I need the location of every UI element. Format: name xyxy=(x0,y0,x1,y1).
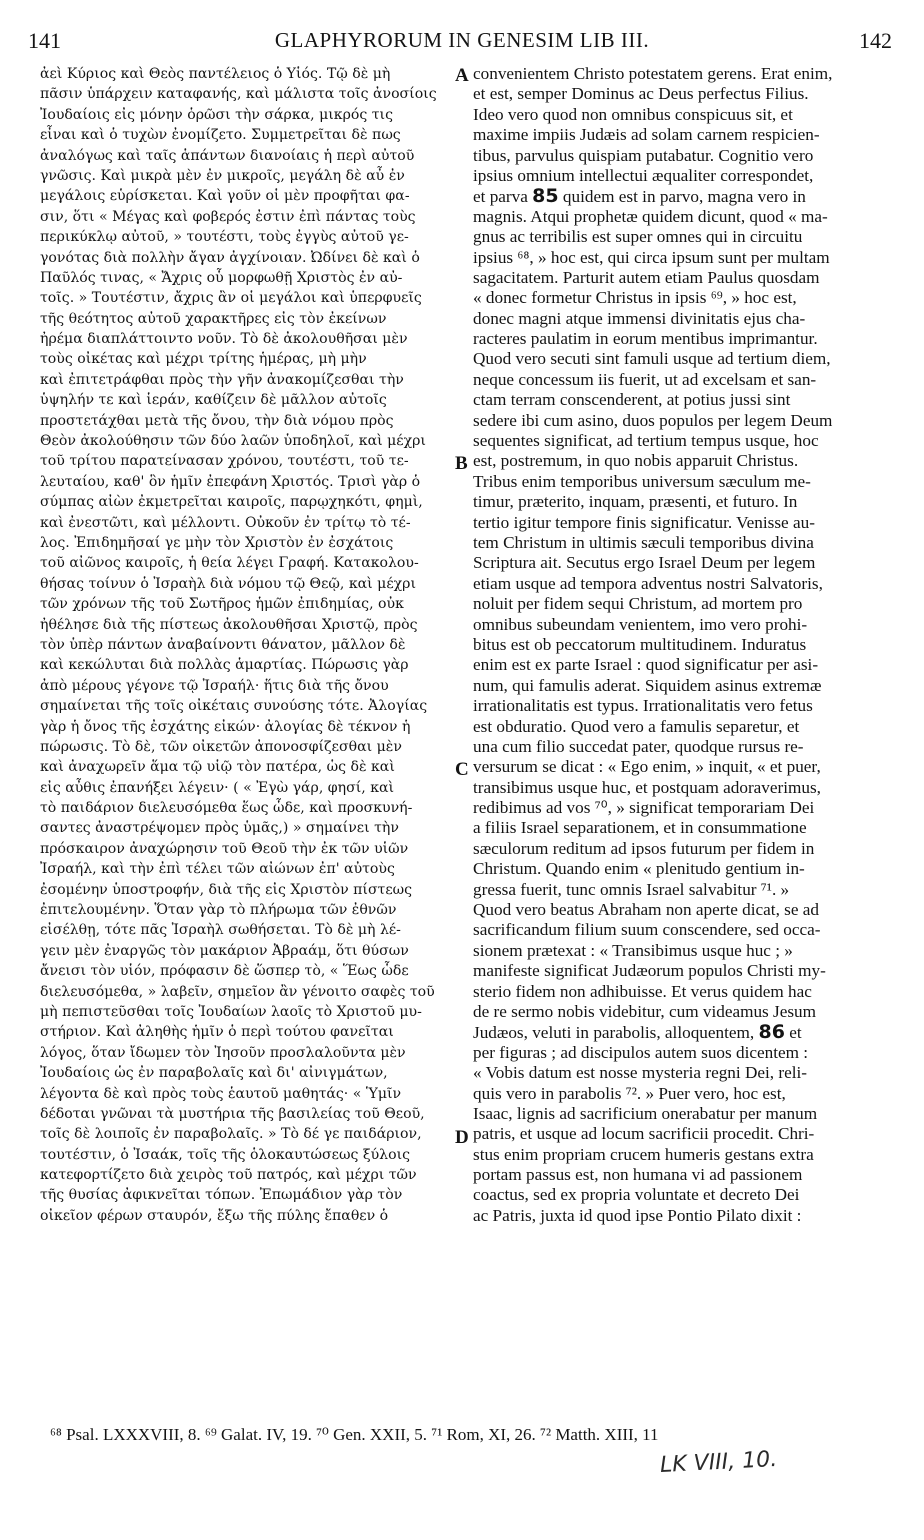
greek-line: εἰς αὖθις ἐπανήξει λέγειν· ( « Ἐγὼ γάρ, φησί, καὶ xyxy=(40,779,395,796)
latin-line: patris, et usque ad locum sacrificii procedit. Chri- xyxy=(473,1124,815,1144)
greek-line: πᾶσιν ὑπάρχειν καταφανής, καὶ μάλιστα τοῖς ἀνοσίοις xyxy=(40,86,437,103)
greek-line: τοῦ αἰῶνος καιροῖς, ἡ θεία λέγει Γραφή. Κατακολου- xyxy=(40,555,419,572)
margin-letter-a: A xyxy=(455,65,469,86)
greek-line: καὶ ἐνεστῶτι, καὶ μέλλοντι. Οὐκοῦν ἐν τρίτῳ τὸ τέ- xyxy=(40,514,411,531)
greek-line: τοὺς οἰκέτας καὶ μέχρι τρίτης ἡμέρας, μὴ μὴν xyxy=(40,351,367,368)
latin-line: noluit per fidem sequi Christum, ad mortem pro xyxy=(473,594,803,614)
running-title: GLAPHYRORUM IN GENESIM LIB III. xyxy=(274,28,650,52)
greek-line: λέγοντα δὲ καὶ πρὸς τοὺς ἑαυτοῦ μαθητάς· « Ὑμῖν xyxy=(40,1085,402,1102)
latin-line: quis vero in parabolis ⁷². » Puer vero, hoc est, xyxy=(473,1083,786,1103)
greek-line: εἰσέλθῃ, τότε πᾶς Ἰσραὴλ σωθήσεται. Τὸ δὲ μὴ λέ- xyxy=(40,922,401,939)
latin-line: de re sermo nobis videbitur, cum videamus Jesum xyxy=(473,1001,816,1021)
greek-line: ἄνεισι τὸν υἱόν, πρόφασιν δὲ ὥσπερ τὸ, « Ἕως ὧδε xyxy=(40,963,409,980)
latin-line: Quod vero beatus Abraham non aperte dicat, se ad xyxy=(473,900,820,920)
latin-line: coactus, sed ex propria voluntate et decreto Dei xyxy=(473,1185,800,1205)
latin-line: etiam usque ad tempora adventus nostri Salvatoris, xyxy=(473,573,823,593)
greek-line: Ἰουδαίοις εἰς μόνην ὁρῶσι τὴν σάρκα, μικρός τις xyxy=(40,106,393,123)
latin-line: irrationalitatis est typus. Irrationalitatis vero fetus xyxy=(473,696,813,716)
latin-line: num, qui famulis aderat. Siquidem asinus extremæ xyxy=(473,675,822,695)
greek-line: μὴ πεπιστεῦσθαι τοῖς Ἰουδαίων λαοῖς τὸ Χριστοῦ μυ- xyxy=(40,1003,422,1020)
greek-line: εἶναι καὶ ὁ τυχὼν ἐνομίζετο. Συμμετρεῖται δὲ πως xyxy=(40,127,401,144)
greek-line: λόγος, ὅταν ἴδωμεν τὸν Ἰησοῦν προσλαλοῦντα μὲν xyxy=(40,1044,406,1061)
greek-line: στήριον. Καὶ ἀληθὴς ἡμῖν ὁ περὶ τούτου φανεῖται xyxy=(40,1024,394,1041)
greek-line: περικύκλῳ αὐτοῦ, » τουτέστι, τοὺς ἐγγὺς αὐτοῦ γε- xyxy=(40,229,409,246)
latin-line: « donec formetur Christus in ipsis ⁶⁹, » hoc est, xyxy=(473,288,797,308)
latin-line: Ideo vero quod non omnibus conspicuus sit, et xyxy=(473,104,793,124)
greek-line: καὶ ἀναχωρεῖν ἅμα τῷ υἱῷ τὸν πατέρα, ὡς δὲ καὶ xyxy=(40,759,395,776)
column-number: 86 xyxy=(758,1021,785,1044)
greek-line: τοῖς. » Τουτέστιν, ἄχρις ἂν οἱ μεγάλοι καὶ ὑπερφυεῖς xyxy=(40,290,422,307)
latin-line: sterio fidem non adhibuisse. Et verus quidem hac xyxy=(473,981,812,1001)
latin-line: ipsius ⁶⁸, » hoc est, qui circa ipsum sunt per multam xyxy=(473,247,830,267)
greek-text-column xyxy=(40,64,458,1226)
greek-line: διελευσόμεθα, » λαβεῖν, σημεῖον ἂν γένοιτο σαφὲς τοῦ xyxy=(40,983,435,1000)
greek-line: γονότας διὰ πολλὴν ἄγαν ἀγχίνοιαν. Ὠδίνει δὲ καὶ ὁ xyxy=(40,249,420,266)
greek-line: γὰρ ἡ ὄνος τῆς ἐσχάτης εἰκών· ἀλογίας δὲ τέκνον ἡ xyxy=(40,718,411,735)
page-number-right: 142 xyxy=(859,28,892,53)
greek-line: ἠθέλησε διὰ τῆς πίστεως ἀκολουθῆσαι Χριστῷ, πρὸς xyxy=(40,616,418,633)
latin-line: per figuras ; ad discipulos autem suos dicentem : xyxy=(473,1042,809,1062)
greek-line: ἐσομένην ὑποστροφήν, διὰ τῆς εἰς Χριστὸν πίστεως xyxy=(40,881,413,898)
greek-line: Ἰσραήλ, καὶ τὴν ἐπὶ τέλει τῶν αἰώνων ἐπ' αὐτοὺς xyxy=(40,861,395,878)
latin-line: sequentes significat, ad tertium tempus usque, hoc xyxy=(473,431,819,451)
greek-line: λος. Ἐπιδημῆσαί γε μὴν τὸν Χριστὸν ἐν ἐσχάτοις xyxy=(40,534,394,551)
page-number-left: 141 xyxy=(28,28,61,53)
latin-line: sæculorum reditum ad ipsos futurum per fidem in xyxy=(473,838,815,858)
greek-line: ἠρέμα διαπλάττοιντο νοῦν. Τὸ δὲ ἀκολουθῆσαι μὲν xyxy=(40,331,408,348)
footnotes: ⁶⁸ Psal. LXXXVIII, 8. ⁶⁹ Galat. IV, 19. ⁷⁰ Gen. XXII, 5. ⁷¹ Rom, XI, 26. ⁷² Matth. XIII, 11 xyxy=(50,1425,659,1444)
latin-line: Christum. Quando enim « plenitudo gentium in- xyxy=(473,859,805,879)
latin-line: a filiis Israel separationem, et in consummatione xyxy=(473,818,807,838)
margin-letter-d: D xyxy=(455,1127,469,1148)
latin-line: tertio igitur tempore finis significatur. Venisse au- xyxy=(473,512,815,532)
greek-line: λευταίου, καθ' ὃν ἡμῖν ἐπεφάνη Χριστός. Τρισὶ γὰρ ὁ xyxy=(40,473,421,490)
latin-line: transibimus usque huc, et postquam adoraverimus, xyxy=(473,777,821,797)
latin-line: racteres paulatim in eorum mentibus imprimantur. xyxy=(473,329,818,349)
latin-line: sagacitatem. Parturit autem etiam Paulus quosdam xyxy=(473,267,820,287)
latin-line: neque concessum iis fuerit, ut ad excelsam et san- xyxy=(473,369,817,389)
latin-line: versurum se dicat : « Ego enim, » inquit, « et puer, xyxy=(473,757,821,777)
greek-line: τοῦ τρίτου παρατείνασαν χρόνου, τουτέστι, τοῦ τε- xyxy=(40,453,409,470)
latin-line: gnus ac terribilis est super omnes qui in circuitu xyxy=(473,227,803,247)
greek-line: τὸν ὑπὲρ πάντων ἀναβαίνοντι θάνατον, μᾶλλον δὲ xyxy=(40,636,406,653)
latin-line: tem Christum in ultimis sæculi temporibus divina xyxy=(473,532,814,552)
greek-line: καὶ κεκώλυται διὰ πολλὰς ἁμαρτίας. Πώρωσις γὰρ xyxy=(40,657,409,674)
latin-line: ipsius omnium intellectui æqualiter correspondet, xyxy=(473,165,814,185)
greek-line: ὑψηλήν τε καὶ ἱεράν, καθίζειν δὲ μᾶλλον αὐτοῖς xyxy=(40,392,387,409)
latin-line: sacrificandum filium suum conscendere, sed occa- xyxy=(473,920,821,940)
greek-line: τουτέστιν, ὁ Ἰσαάκ, τοῖς τῆς ὁλοκαυτώσεως ξύλοις xyxy=(40,1146,410,1163)
greek-line: σαντες ἀναστρέψομεν πρὸς ὑμᾶς,) » σημαίνει τὴν xyxy=(40,820,399,837)
greek-line: προστετάχθαι μετὰ τῆς ὄνου, τὴν διὰ νόμου πρὸς xyxy=(40,412,394,429)
latin-line: et parva 85 quidem est in parvo, magna vero in xyxy=(473,185,806,208)
latin-line: maxime impiis Judæis ad solam carnem respicien- xyxy=(473,125,820,145)
greek-line: σημαίνεται τῆς τοῖς οἰκέταις συνούσης τότε. Ἀλογίας xyxy=(40,698,428,715)
latin-line: et est, semper Dominus ac Deus perfectus Filius. xyxy=(473,84,809,104)
latin-line: stus enim propriam crucem humeris gestans extra xyxy=(473,1144,814,1164)
greek-line: γνῶσις. Καὶ μικρὰ μὲν ἐν μικροῖς, μεγάλη δὲ αὖ ἐν xyxy=(40,167,405,184)
latin-line: Scriptura ait. Secutus ergo Israel Deum per legem xyxy=(473,553,816,573)
greek-line: τῆς θεότητος αὐτοῦ χαρακτῆρες εἰς τὸν ἐκείνων xyxy=(40,310,387,327)
greek-line: Παῦλός τινας, « Ἄχρις οὗ μορφωθῇ Χριστὸς ἐν αὐ- xyxy=(40,269,403,286)
greek-line: πρόσκαιρον ἀναχώρησιν τοῦ Θεοῦ τὴν ἐκ τῶν υἱῶν xyxy=(40,840,409,857)
latin-line: Tribus enim temporibus universum sæculum me- xyxy=(473,471,811,491)
greek-line: ἀεὶ Κύριος καὶ Θεὸς παντέλειος ὁ Υἱός. Τῷ δὲ μὴ xyxy=(40,66,391,82)
greek-line: τοῖς δὲ λοιποῖς ἐν παραβολαῖς. » Τὸ δέ γε παιδάριον, xyxy=(40,1126,422,1143)
latin-line: « Vobis datum est nosse mysteria regni Dei, reli- xyxy=(473,1063,807,1083)
greek-line: γειν μὲν ἐναργῶς τὸν μακάριον Ἀβραάμ, ὅτι θύσων xyxy=(40,942,409,959)
margin-letter-c: C xyxy=(455,759,469,780)
latin-line: manifeste significat Judæorum populos Christi my- xyxy=(473,961,826,981)
latin-line: ctam terram conscenderent, at potius jussi sint xyxy=(473,390,791,410)
greek-line: σύμπας αἰὼν ἐκμετρεῖται καιροῖς, παρῳχηκότι, φημὶ, xyxy=(40,494,423,511)
greek-line: Θεὸν ἀκολούθησιν τῶν δύο λαῶν ὑποδηλοῖ, καὶ μέχρι xyxy=(40,433,426,450)
latin-line: redibimus ad vos ⁷⁰, » significat temporariam Dei xyxy=(473,798,815,818)
latin-line: Judæos, veluti in parabolis, alloquentem, 86 et xyxy=(473,1021,802,1044)
latin-line: portam passus est, non humana vi ad passionem xyxy=(473,1165,803,1185)
latin-line: magnis. Atqui prophetæ quidem dicunt, quod « ma- xyxy=(473,206,828,226)
latin-line: bitus est ob peccatorum multitudinem. Induratus xyxy=(473,634,807,654)
latin-line: donec magni atque immensi divinitatis ejus cha- xyxy=(473,308,806,328)
greek-line: καὶ ἐπιτετράφθαι πρὸς τὴν γῆν ἀνακομίζεσθαι τὴν xyxy=(40,371,404,388)
latin-line: timur, præterito, inquam, præsenti, et futuro. In xyxy=(473,492,798,512)
latin-line: sionem prætexat : « Transibimus usque huc ; » xyxy=(473,940,793,960)
greek-line: θήσας τοίνυν ὁ Ἰσραὴλ διὰ νόμου τῷ Θεῷ, καὶ μέχρι xyxy=(40,575,416,592)
greek-line: Ἰουδαίοις ὡς ἐν παραβολαῖς καὶ δι' αἰνιγμάτων, xyxy=(40,1065,388,1082)
greek-line: οἰκεῖον φέρων σταυρόν, ἔξω τῆς πύλης ἔπαθεν ὁ xyxy=(40,1207,389,1224)
latin-line: est, postremum, in quo nobis apparuit Christus. xyxy=(473,451,799,471)
latin-text-column xyxy=(473,64,893,1226)
page-header xyxy=(0,28,924,58)
greek-line: δέδοται γνῶναι τὰ μυστήρια τῆς βασιλείας τοῦ Θεοῦ, xyxy=(40,1105,425,1122)
latin-line: una cum filio succedat pater, quodque rursus re- xyxy=(473,736,804,756)
greek-line: ἀπὸ μέρους γέγονε τῷ Ἰσραήλ· ἥτις διὰ τῆς ὄνου xyxy=(40,677,389,694)
column-number: 85 xyxy=(532,185,559,208)
greek-line: ἐπιτελουμένην. Ὅταν γὰρ τὸ πλήρωμα τῶν ἐθνῶν xyxy=(40,902,397,919)
latin-line: gressa fuerit, tunc omnis Israel salvabitur ⁷¹. » xyxy=(473,879,790,899)
margin-letter-b: B xyxy=(455,453,468,474)
greek-line: σιν, ὅτι « Μέγας καὶ φοβερός ἐστιν ἐπὶ πάντας τοὺς xyxy=(40,208,416,225)
greek-line: κατεφορτίζετο διὰ χειρὸς τοῦ πατρός, καὶ μέχρι τῶν xyxy=(40,1167,417,1184)
latin-line: est obduratio. Quod vero a famulis separetur, et xyxy=(473,716,800,736)
greek-line: τὸ παιδάριον διελευσόμεθα ἕως ὧδε, καὶ προσκυνή- xyxy=(40,800,413,817)
latin-line: enim est ex parte Israel : quod significatur per asi- xyxy=(473,655,819,675)
handwritten-annotation: LK VIII, 10. xyxy=(659,1446,778,1479)
greek-line: πώρωσις. Τὸ δὲ, τῶν οἰκετῶν ἀπονοσφίζεσθαι μὲν xyxy=(40,738,402,755)
greek-line: τῆς θυσίας ἀφικνεῖται τόπων. Ἐπωμάδιον γὰρ τὸν xyxy=(40,1187,403,1204)
latin-line: omnibus subeundam venientem, imo vero prohi- xyxy=(473,614,808,634)
greek-line: μεγάλοις εὑρίσκεται. Καὶ γοῦν οἱ μὲν προφῆται φα- xyxy=(40,188,410,205)
latin-line: Quod vero secuti sint famuli usque ad tertium diem, xyxy=(473,349,831,369)
latin-line: convenientem Christo potestatem gerens. Erat enim, xyxy=(473,64,833,83)
greek-line: τῶν χρόνων τῆς τοῦ Σωτῆρος ἡμῶν ἐπιδημίας, οὐκ xyxy=(40,596,404,613)
latin-line: ac Patris, juxta id quod ipse Pontio Pilato dixit : xyxy=(473,1205,802,1225)
latin-line: Isaac, lignis ad sacrificium onerabatur per manum xyxy=(473,1103,818,1123)
latin-line: sedere ibi cum asino, duos populos per legem Deum xyxy=(473,410,833,430)
greek-line: ἀναλόγως καὶ ταῖς ἁπάντων διανοίαις ἡ περὶ αὐτοῦ xyxy=(40,147,415,164)
latin-line: tibus, parvulus quispiam putabatur. Cognitio vero xyxy=(473,145,814,165)
